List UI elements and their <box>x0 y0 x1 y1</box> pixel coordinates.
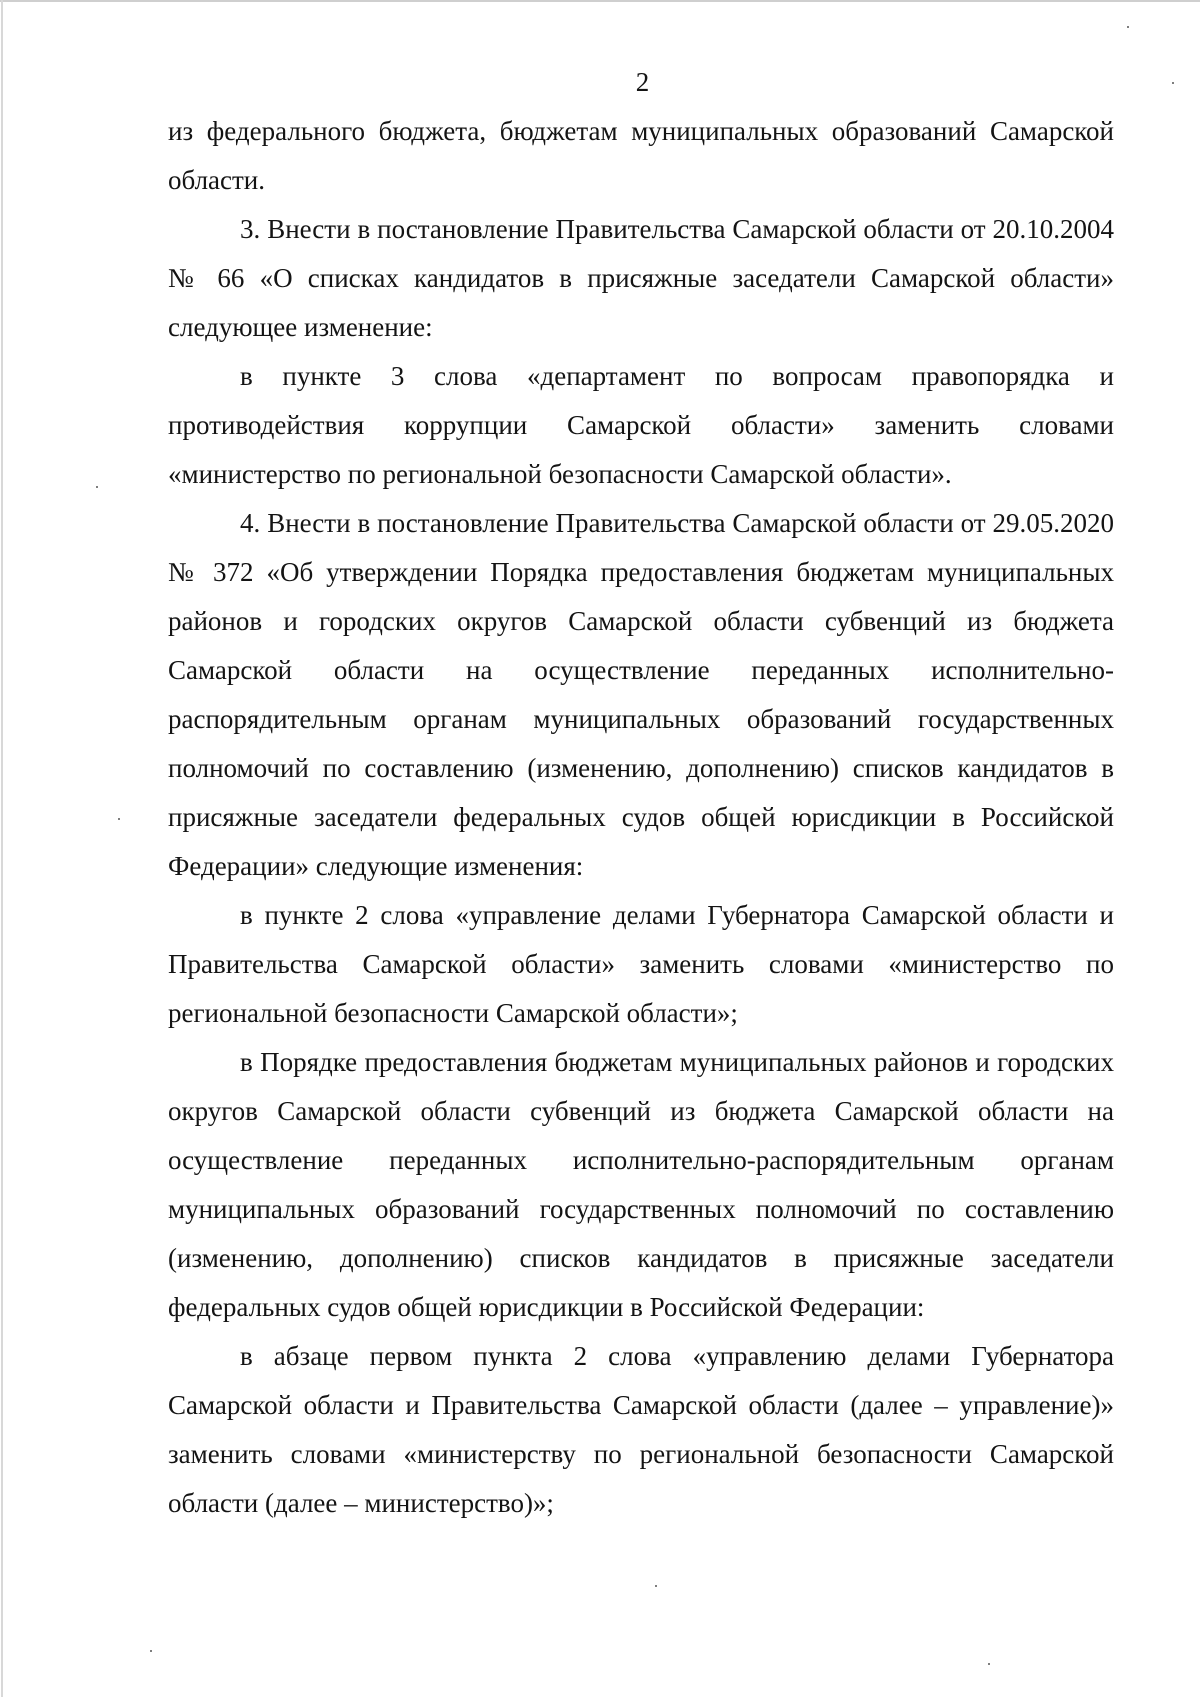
scan-speck <box>150 1650 152 1652</box>
page-number: 2 <box>635 67 650 97</box>
paragraph-item-4-amendment-1: в пункте 2 слова «управление делами Губернатора Самарской области и Правительства Самарской области» заменить словами «министерство по региональной безопасности Самарской области»; <box>168 900 1114 1028</box>
paragraph-item-3: 3. Внести в постановление Правительства Самарской области от 20.10.2004 № 66 «О списках кандидатов в присяжные заседатели Самарской области» следующее изменение: <box>168 214 1114 342</box>
paragraph-item-4-amendment-2: в Порядке предоставления бюджетам муниципальных районов и городских округов Самарской области субвенций из бюджета Самарской области на осуществление переданных исполнительно-распорядительным органам муниципальных образований государственных полномочий по составлению (изменению, дополнению) списков кандидатов в присяжные заседатели федеральных судов общей юрисдикции в Российской Федерации: <box>168 1047 1114 1322</box>
scan-speck <box>1127 26 1129 28</box>
scan-edge-top <box>0 0 1200 2</box>
scan-speck <box>988 1663 990 1665</box>
scan-speck <box>118 818 120 820</box>
scan-speck <box>655 1585 657 1587</box>
scan-speck <box>96 486 98 488</box>
paragraph-item-3-amendment: в пункте 3 слова «департамент по вопросам правопорядка и противодействия коррупции Самарской области» заменить словами «министерство по региональной безопасности Самарской области». <box>168 361 1114 489</box>
scan-edge-left <box>1 0 3 1697</box>
paragraph-item-4: 4. Внести в постановление Правительства Самарской области от 29.05.2020 № 372 «Об утверждении Порядка предоставления бюджетам муниципальных районов и городских округов Самарской области субвенций из бюджета Самарской области на осуществление переданных исполнительно-распорядительным органам муниципальных образований государственных полномочий по составлению (изменению, дополнению) списков кандидатов в присяжные заседатели федеральных судов общей юрисдикции в Российской Федерации» следующие изменения: <box>168 508 1114 881</box>
document-body <box>168 107 1114 1528</box>
scan-speck <box>1172 82 1174 84</box>
paragraph-item-4-amendment-3: в абзаце первом пункта 2 слова «управлению делами Губернатора Самарской области и Правительства Самарской области (далее – управление)» заменить словами «министерству по региональной безопасности Самарской области (далее – министерство)»; <box>168 1341 1114 1518</box>
paragraph-continuation: из федерального бюджета, бюджетам муниципальных образований Самарской области. <box>168 116 1114 195</box>
